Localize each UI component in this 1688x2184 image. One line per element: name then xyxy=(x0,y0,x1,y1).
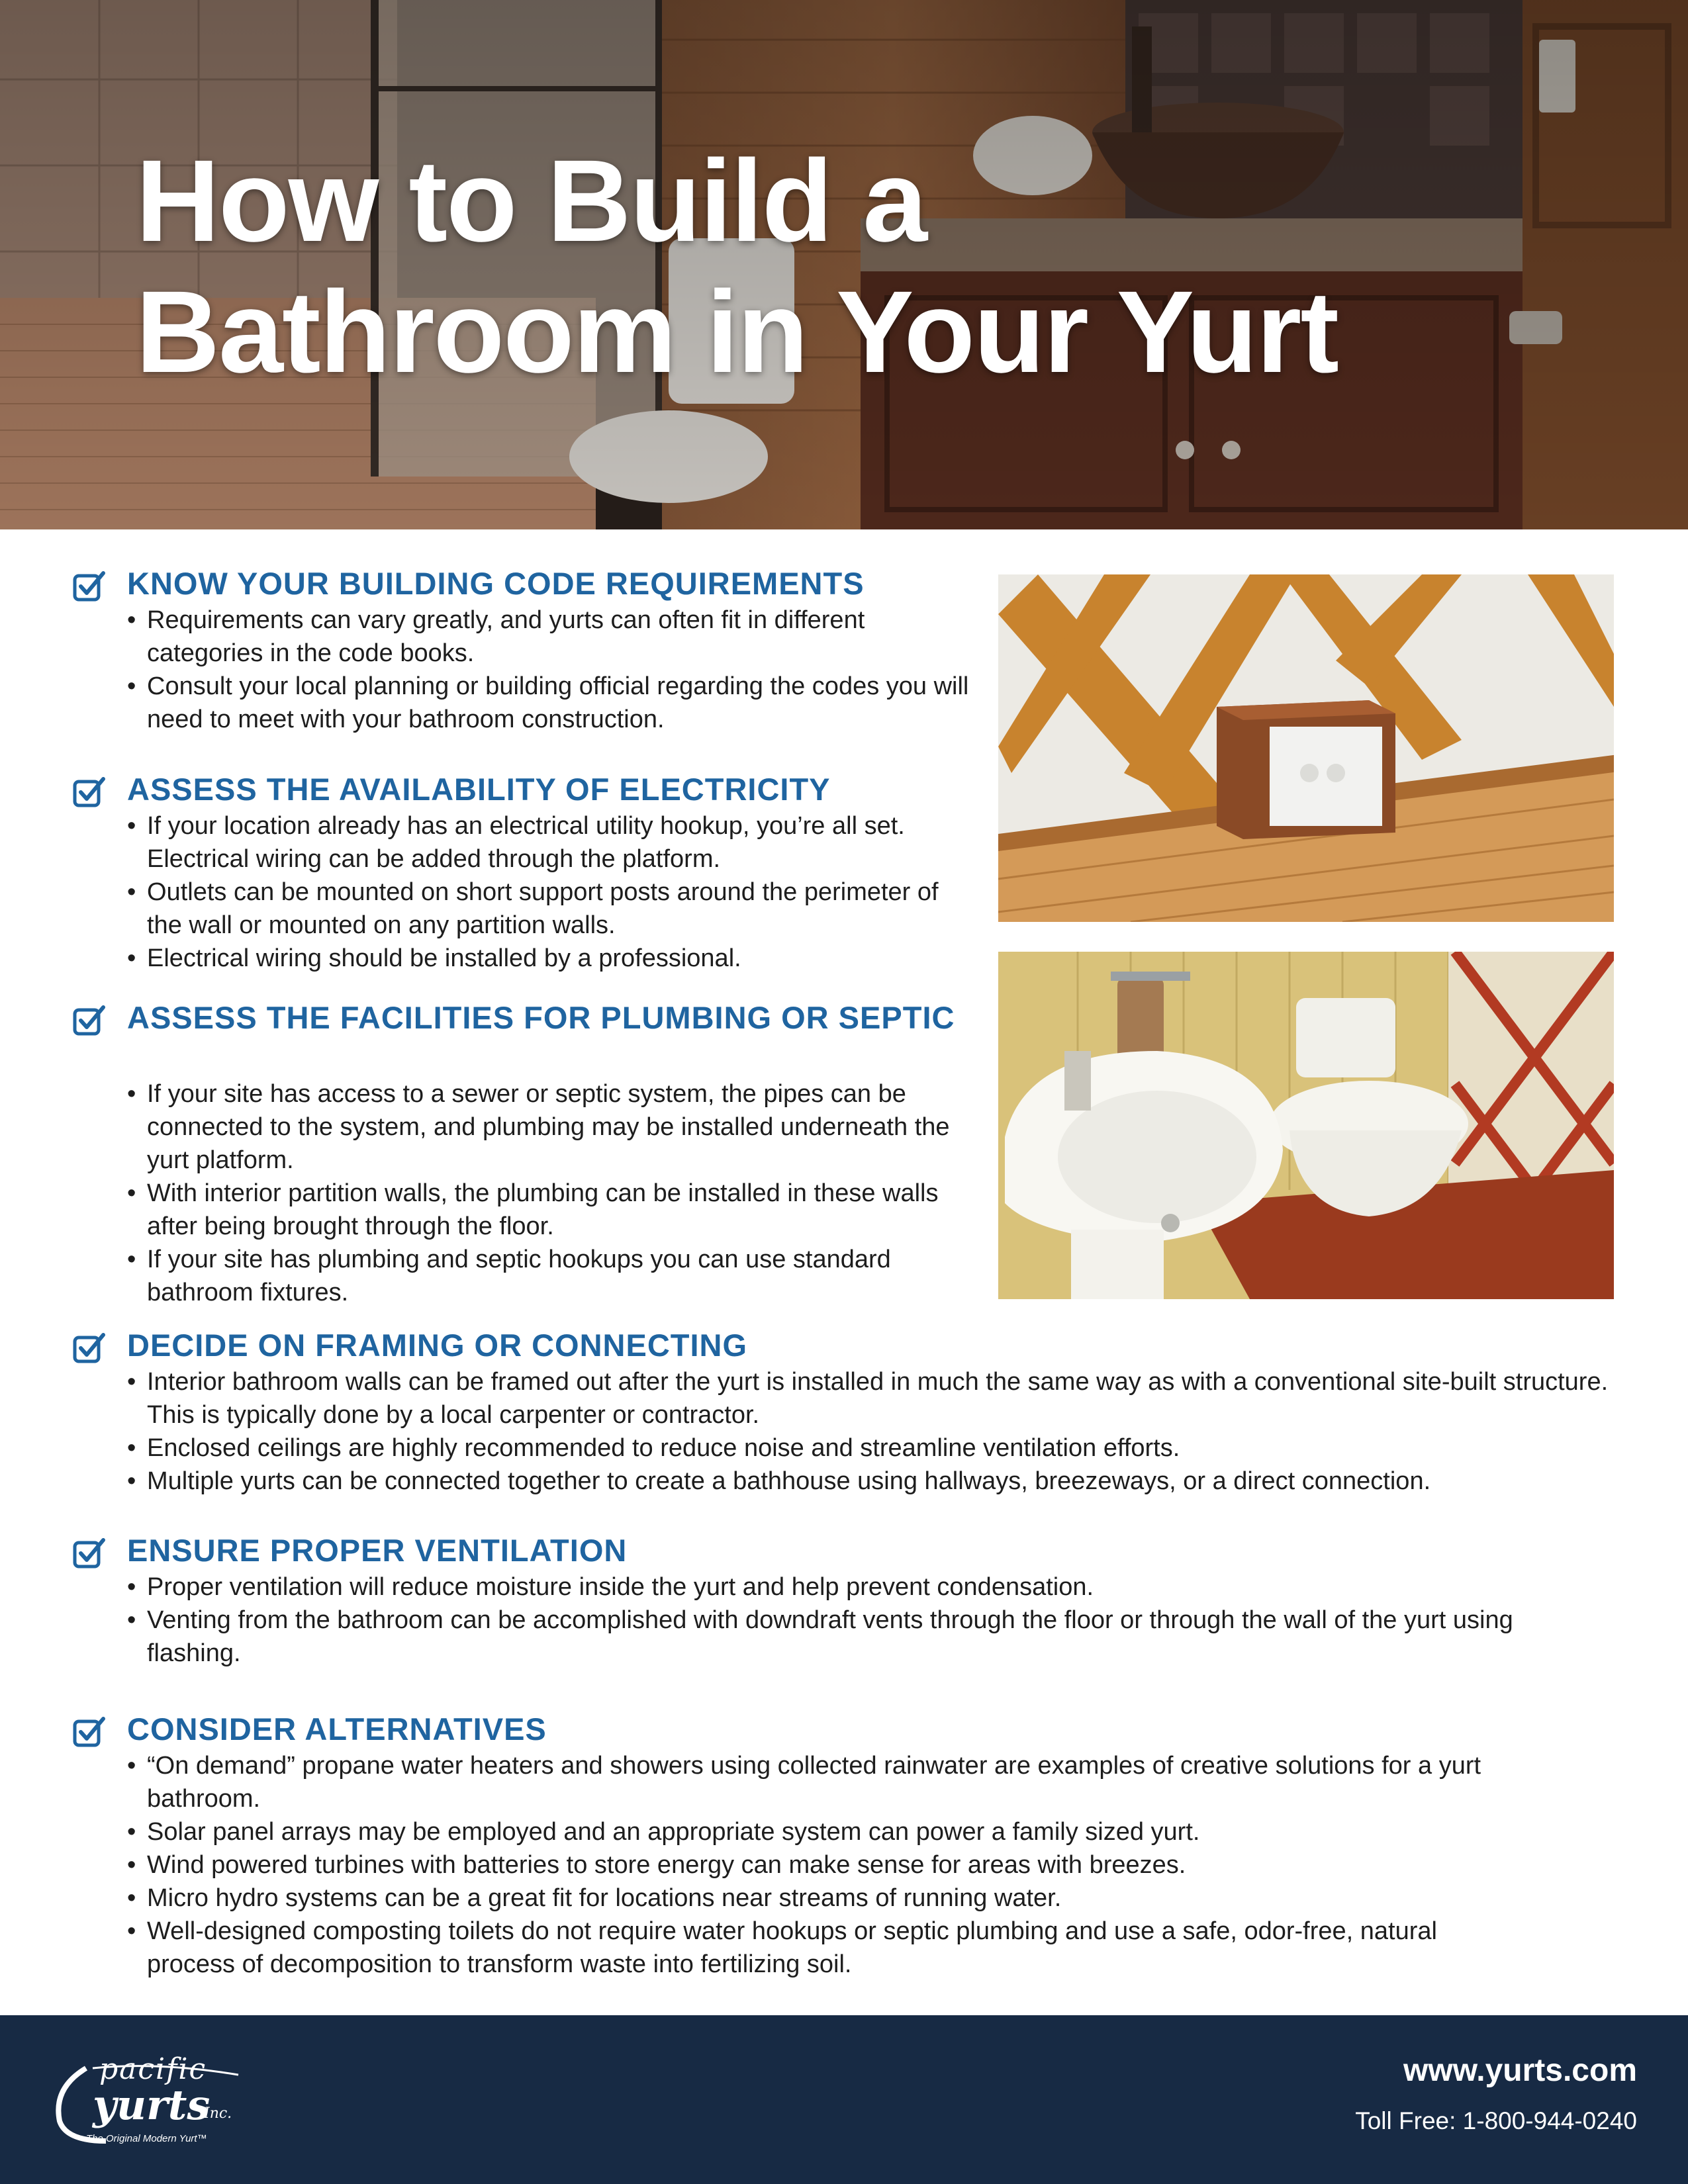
section-title: KNOW YOUR BUILDING CODE REQUIREMENTS xyxy=(127,566,865,601)
section-title: ASSESS THE AVAILABILITY OF ELECTRICITY xyxy=(127,772,831,807)
bullet-list xyxy=(73,1749,1529,1981)
bullet-item: • With interior partition walls, the plumbing can be installed in these walls after being brought through the floor. xyxy=(127,1177,953,1243)
bullet-item: • Outlets can be mounted on short support posts around the perimeter of the wall or mounted on any partition walls. xyxy=(127,876,953,942)
checkbox-check-icon xyxy=(73,775,106,808)
section-ventilation xyxy=(73,1531,1536,1670)
bullet-item: • If your site has access to a sewer or septic system, the pipes can be connected to the system, and plumbing may be installed underneath the yurt platform. xyxy=(127,1077,953,1177)
bullet-item: • Micro hydro systems can be a great fit for locations near streams of running water. xyxy=(127,1882,1529,1915)
bullet-item: • If your location already has an electrical utility hookup, you’re all set. Electrical wiring can be added through the platform. xyxy=(127,809,953,876)
section-title: DECIDE ON FRAMING OR CONNECTING xyxy=(127,1328,748,1363)
yurt-outlet-image xyxy=(998,574,1614,922)
logo-word-yurts: yurts xyxy=(93,2081,211,2129)
section-alternatives xyxy=(73,1709,1529,1981)
logo-tagline: The Original Modern Yurt™ xyxy=(86,2133,207,2144)
bullet-item: • Consult your local planning or building official regarding the codes you will need to meet with your bathroom construction. xyxy=(127,670,986,736)
bullet-item: • Requirements can vary greatly, and yurts can often fit in different categories in the code books. xyxy=(127,604,986,670)
photo-yurt-outlet xyxy=(998,574,1614,922)
bullet-list xyxy=(73,1570,1536,1670)
checkbox-check-icon xyxy=(73,1536,106,1569)
footer-bar xyxy=(0,2015,1688,2184)
checkbox-check-icon xyxy=(73,1331,106,1364)
bullet-list xyxy=(73,604,986,736)
bullet-list xyxy=(73,809,953,975)
page-title-line-2: Bathroom in Your Yurt xyxy=(136,267,1338,397)
section-plumbing xyxy=(73,998,953,1309)
bullet-item: • If your site has plumbing and septic hookups you can use standard bathroom fixtures. xyxy=(127,1243,953,1309)
yurt-bathroom-image xyxy=(998,952,1614,1299)
section-building-code xyxy=(73,564,986,736)
bullet-item: • “On demand” propane water heaters and showers using collected rainwater are examples of creative solutions for a yurt bathroom. xyxy=(127,1749,1529,1815)
section-electricity xyxy=(73,770,953,975)
website-link[interactable]: www.yurts.com xyxy=(1403,2053,1637,2088)
bullet-item: • Wind powered turbines with batteries to store energy can make sense for areas with breezes. xyxy=(127,1848,1529,1882)
pacific-yurts-logo[interactable] xyxy=(46,2048,271,2154)
photo-yurt-bathroom xyxy=(998,952,1614,1299)
bullet-list xyxy=(73,1077,953,1309)
checkbox-check-icon xyxy=(73,1003,106,1036)
bullet-item: • Enclosed ceilings are highly recommended to reduce noise and streamline ventilation efforts. xyxy=(127,1432,1609,1465)
toll-free-phone[interactable]: Toll Free: 1-800-944-0240 xyxy=(1355,2107,1637,2134)
section-title: CONSIDER ALTERNATIVES xyxy=(127,1711,547,1747)
bullet-item: • Interior bathroom walls can be framed out after the yurt is installed in much the same way as with a conventional site-built structure. This is typically done by a local carpenter or contractor. xyxy=(127,1365,1609,1432)
page-title-line-1: How to Build a xyxy=(136,136,927,266)
bullet-item: • Proper ventilation will reduce moisture inside the yurt and help prevent condensation. xyxy=(127,1570,1536,1604)
checkbox-check-icon xyxy=(73,569,106,602)
logo-word-pacific: pacific xyxy=(99,2052,207,2086)
bullet-item: • Well-designed composting toilets do not require water hookups or septic plumbing and use a safe, odor-free, natural process of decomposition to transform waste into fertilizing soil. xyxy=(127,1915,1529,1981)
bullet-item: • Multiple yurts can be connected together to create a bathhouse using hallways, breezeways, or a direct connection. xyxy=(127,1465,1609,1498)
section-title: ASSESS THE FACILITIES FOR PLUMBING OR SEPTIC xyxy=(127,1000,955,1035)
bullet-item: • Electrical wiring should be installed by a professional. xyxy=(127,942,953,975)
bullet-item: • Solar panel arrays may be employed and an appropriate system can power a family sized yurt. xyxy=(127,1815,1529,1848)
bullet-item: • Venting from the bathroom can be accomplished with downdraft vents through the floor or through the wall of the yurt using flashing. xyxy=(127,1604,1536,1670)
hero-banner xyxy=(0,0,1688,529)
bullet-list xyxy=(73,1365,1609,1498)
page-title xyxy=(136,136,1338,398)
logo-inc: Inc. xyxy=(204,2105,232,2122)
section-framing xyxy=(73,1326,1609,1498)
checkbox-check-icon xyxy=(73,1715,106,1748)
section-title: ENSURE PROPER VENTILATION xyxy=(127,1533,628,1568)
